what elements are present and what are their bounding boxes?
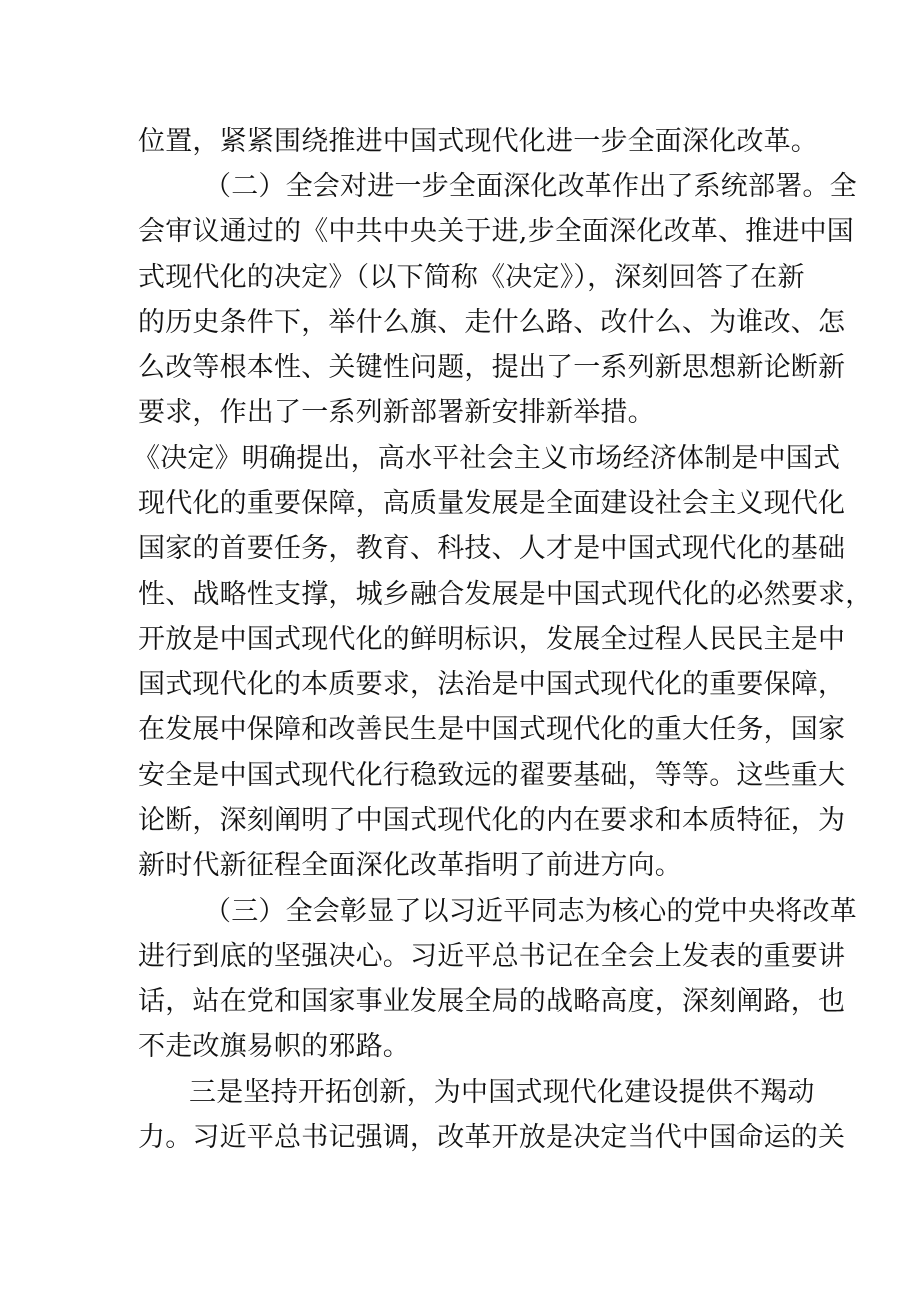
text-line: 现代化的重要保障，高质量发展是全面建设社会主义现代化 [138, 488, 846, 519]
text-line: 位置，紧紧围绕推进中国式现代化进一步全面深化改革。 [138, 126, 818, 157]
text-line: 性、战略性支撑，城乡融合发展是中国式现代化的必然要求， [138, 579, 873, 610]
text-line: 的历史条件下，举什么旗、走什么路、改什么、为谁改、怎 [138, 307, 846, 338]
text-line: （二）全会对进一步全面深化改革作出了系统部署。全 [204, 171, 857, 202]
text-line: 要求，作出了一系列新部署新安排新举措。 [138, 397, 655, 428]
text-line: 《决定》明确提出，高水平社会主义市场经济体制是中国式 [133, 443, 841, 474]
text-line: 论断，深刻阐明了中国式现代化的内在要求和本质特征，为 [138, 805, 846, 836]
text-line: 新时代新征程全面深化改革指明了前进方向。 [138, 850, 682, 881]
text-line: 国家的首要任务，教育、科技、人才是中国式现代化的基础 [138, 533, 846, 564]
text-line: 安全是中国式现代化行稳致远的翟要基础，等等。这些重大 [138, 760, 846, 791]
text-line: （三）全会彰显了以习近平同志为核心的党中央将改革 [204, 896, 857, 927]
text-line: 么改等根本性、关键性问题，提出了一系列新思想新论断新 [138, 352, 846, 383]
text-line: 三是坚持开拓创新，为中国式现代化建设提供不羯动 [189, 1077, 815, 1108]
text-line: 进行到底的坚强决心。习近平总书记在全会上发表的重要讲 [138, 941, 846, 972]
text-line: 在发展中保障和改善民生是中国式现代化的重大任务，国家 [138, 714, 846, 745]
text-line: 力。习近平总书记强调，改革开放是决定当代中国命运的关 [138, 1122, 846, 1153]
text-line: 国式现代化的本质要求，法治是中国式现代化的重要保障， [138, 669, 846, 700]
text-line: 会审议通过的《中共中央关于进,步全面深化改革、推进中国 [138, 216, 854, 247]
text-line: 不走改旗易帜的邪路。 [138, 1031, 410, 1062]
text-line: 话，站在党和国家事业发展全局的战略高度，深刻阐路，也 [138, 986, 846, 1017]
text-line: 式现代化的决定》（以下简称《决定》），深刻回答了在新 [138, 262, 805, 293]
text-line: 开放是中国式现代化的鲜明标识，发展全过程人民民主是中 [138, 624, 846, 655]
